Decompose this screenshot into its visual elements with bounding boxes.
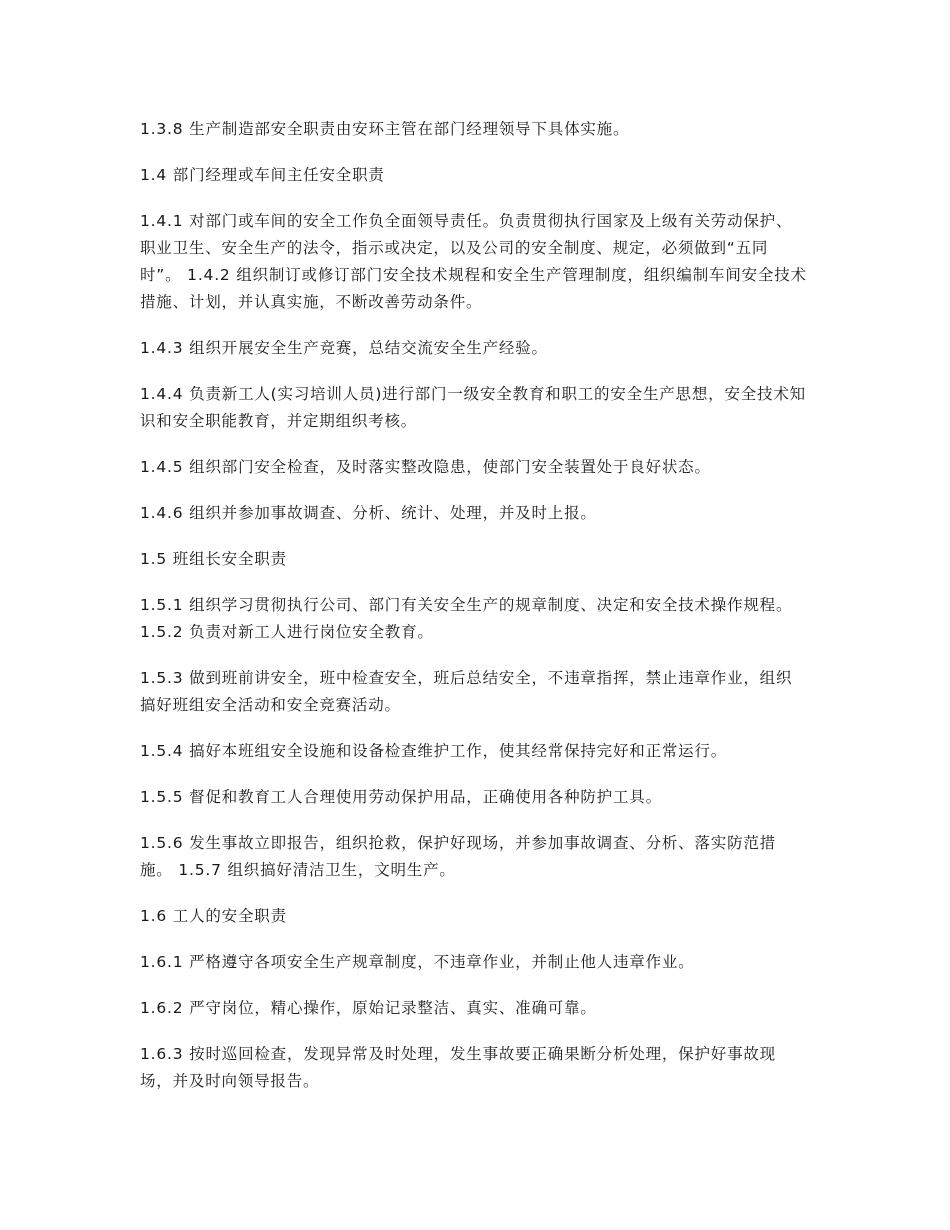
paragraph-1-4-5: 1.4.5 组织部门安全检查，及时落实整改隐患，使部门安全装置处于良好状态。 (140, 458, 711, 476)
paragraph-1-5-1: 1.5.1 组织学习贯彻执行公司、部门有关安全生产的规章制度、决定和安全技术操作规程。 1.5.2 负责对新工人进行岗位安全教育。 (140, 596, 793, 641)
paragraph-1-3-8: 1.3.8 生产制造部安全职责由安环主管在部门经理领导下具体实施。 (140, 120, 630, 138)
heading-1-6: 1.6 工人的安全职责 (140, 907, 287, 925)
paragraph-1-4-4: 1.4.4 负责新工人(实习培训人员)进行部门一级安全教育和职工的安全生产思想，安全技术知识和安全职能教育，并定期组织考核。 (140, 385, 806, 430)
paragraph-1-5-6: 1.5.6 发生事故立即报告，组织抢救，保护好现场，并参加事故调查、分析、落实防范措施。 1.5.7 组织搞好清洁卫生，文明生产。 (140, 834, 776, 879)
paragraph-1-6-1: 1.6.1 严格遵守各项安全生产规章制度，不违章作业，并制止他人违章作业。 (140, 953, 695, 971)
paragraph-1-5-4: 1.5.4 搞好本班组安全设施和设备检查维护工作，使其经常保持完好和正常运行。 (140, 742, 728, 760)
paragraph-1-6-3: 1.6.3 按时巡回检查，发现异常及时处理，发生事故要正确果断分析处理，保护好事故现场，并及时向领导报告。 (140, 1045, 776, 1090)
heading-1-4: 1.4 部门经理或车间主任安全职责 (140, 166, 385, 184)
paragraph-1-6-2: 1.6.2 严守岗位，精心操作，原始记录整洁、真实、准确可靠。 (140, 999, 597, 1017)
heading-1-5: 1.5 班组长安全职责 (140, 550, 287, 568)
paragraph-1-5-5: 1.5.5 督促和教育工人合理使用劳动保护用品，正确使用各种防护工具。 (140, 788, 662, 806)
paragraph-1-5-3: 1.5.3 做到班前讲安全，班中检查安全，班后总结安全，不违章指挥，禁止违章作业，组织搞好班组安全活动和安全竞赛活动。 (140, 669, 793, 714)
paragraph-1-4-3: 1.4.3 组织开展安全生产竞赛，总结交流安全生产经验。 (140, 339, 548, 357)
paragraph-1-4-6: 1.4.6 组织并参加事故调查、分析、统计、处理，并及时上报。 (140, 504, 597, 522)
paragraph-1-4-1: 1.4.1 对部门或车间的安全工作负全面领导责任。负责贯彻执行国家及上级有关劳动保护、职业卫生、安全生产的法令，指示或决定，以及公司的安全制度、规定，必须做到“五同时”。 1.4.2 组织制订或修订部门安全技术规程和安全生产管理制度，组织编制车间安全技术措施、计划，并认真实施，不断改善劳动条件。 (140, 212, 807, 311)
document-body (140, 116, 808, 1114)
